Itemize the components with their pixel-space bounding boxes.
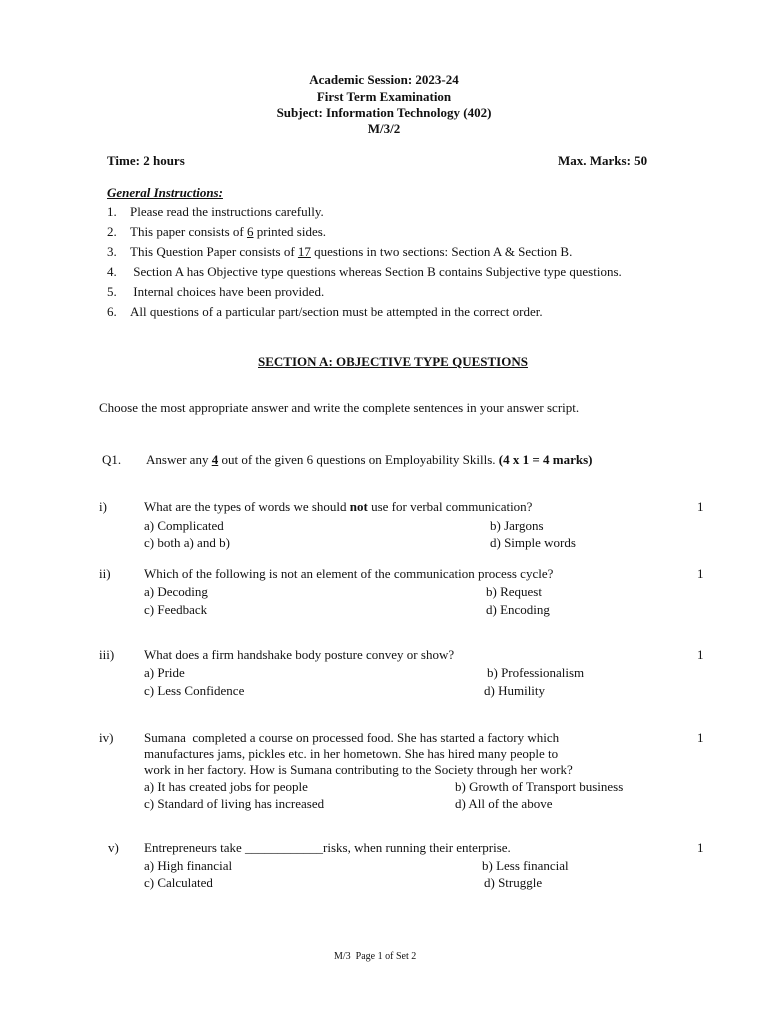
subject-title: Subject: Information Technology (402) [276, 105, 492, 120]
instruction-number: 6. [107, 304, 117, 319]
instruction-item [107, 282, 324, 302]
option-b: b) Professionalism [487, 665, 585, 680]
instruction-text: Internal choices have been provided. [130, 284, 325, 299]
subquestion-text: What does a firm handshake body posture convey or show? [144, 647, 455, 662]
question-text [146, 452, 593, 468]
option-b: b) Jargons [490, 518, 544, 533]
instruction-number: 4. [107, 264, 117, 279]
question-number: Q1. [102, 452, 122, 467]
option-d: d) All of the above [455, 796, 553, 811]
option-c: c) Calculated [144, 875, 213, 890]
subquestion-number: v) [108, 840, 119, 855]
option-d: d) Simple words [490, 535, 576, 550]
instruction-text: All questions of a particular part/section must be attempted in the correct order. [130, 304, 543, 319]
instruction-number: 2. [107, 224, 117, 239]
option-a: a) Pride [144, 665, 185, 680]
subquestion-text-line: Sumana completed a course on processed food. She has started a factory which [144, 730, 560, 745]
option-c: c) Less Confidence [144, 683, 245, 698]
option-b: b) Growth of Transport business [455, 779, 624, 794]
question-marks: (4 x 1 = 4 marks) [498, 452, 593, 467]
option-b: b) Less financial [482, 858, 569, 873]
instruction-item [107, 242, 572, 262]
question-text-end: out of the given 6 questions on Employability Skills. [218, 452, 496, 467]
instruction-item [107, 262, 622, 282]
subquestion-text: Entrepreneurs take ____________risks, when running their enterprise. [144, 840, 511, 855]
paper-code: M/3/2 [367, 121, 401, 136]
option-a: a) High financial [144, 858, 233, 873]
subquestion-number: i) [99, 499, 107, 514]
instruction-item [107, 222, 326, 242]
instruction-text-end: printed sides. [253, 224, 327, 239]
instruction-emphasis: 6 [246, 224, 254, 239]
instruction-text: Please read the instructions carefully. [130, 204, 324, 219]
question-count: 4 [211, 452, 219, 467]
instruction-item [107, 202, 324, 222]
exam-title: First Term Examination [316, 89, 452, 104]
subquestion-mark: 1 [697, 840, 704, 855]
option-a: a) It has created jobs for people [144, 779, 308, 794]
section-direction: Choose the most appropriate answer and write the complete sentences in your answer script. [99, 400, 580, 415]
subquestion-number: ii) [99, 566, 111, 581]
option-a: a) Decoding [144, 584, 208, 599]
subquestion-mark: 1 [697, 730, 704, 745]
instruction-text: Section A has Objective type questions whereas Section B contains Subjective type questions. [130, 264, 622, 279]
session-title: Academic Session: 2023-24 [309, 72, 459, 87]
subquestion-text: Which of the following is not an element of the communication process cycle? [144, 566, 554, 581]
subquestion-emphasis: not [349, 499, 368, 514]
subquestion-text-start: What are the types of words we should [144, 499, 350, 514]
subquestion-number: iii) [99, 647, 115, 662]
subquestion-mark: 1 [697, 499, 704, 514]
max-marks-label: Max. Marks: 50 [558, 153, 648, 168]
instruction-text: This paper consists of [130, 224, 247, 239]
instruction-number: 5. [107, 284, 117, 299]
instruction-emphasis: 17 [297, 244, 311, 259]
option-a: a) Complicated [144, 518, 224, 533]
page-footer: M/3 Page 1 of Set 2 [334, 951, 417, 962]
section-a-title: SECTION A: OBJECTIVE TYPE QUESTIONS [258, 354, 528, 369]
subquestion-text [144, 499, 532, 515]
option-c: c) Feedback [144, 602, 208, 617]
option-d: d) Encoding [486, 602, 550, 617]
option-b: b) Request [486, 584, 542, 599]
option-c: c) both a) and b) [144, 535, 230, 550]
option-d: d) Struggle [484, 875, 543, 890]
option-c: c) Standard of living has increased [144, 796, 325, 811]
instruction-number: 1. [107, 204, 117, 219]
instruction-text: This Question Paper consists of [130, 244, 298, 259]
subquestion-number: iv) [99, 730, 114, 745]
subquestion-text-end: use for verbal communication? [367, 499, 533, 514]
option-d: d) Humility [484, 683, 546, 698]
instructions-title: General Instructions: [107, 185, 223, 200]
subquestion-mark: 1 [697, 566, 704, 581]
instruction-text-end: questions in two sections: Section A & Section B. [310, 244, 573, 259]
instruction-number: 3. [107, 244, 117, 259]
question-text-start: Answer any [146, 452, 212, 467]
subquestion-text-line: work in her factory. How is Sumana contributing to the Society through her work? [144, 762, 573, 777]
instruction-item [107, 302, 543, 322]
time-label: Time: 2 hours [107, 153, 185, 168]
subquestion-text-line: manufactures jams, pickles etc. in her hometown. She has hired many people to [144, 746, 559, 761]
subquestion-mark: 1 [697, 647, 704, 662]
